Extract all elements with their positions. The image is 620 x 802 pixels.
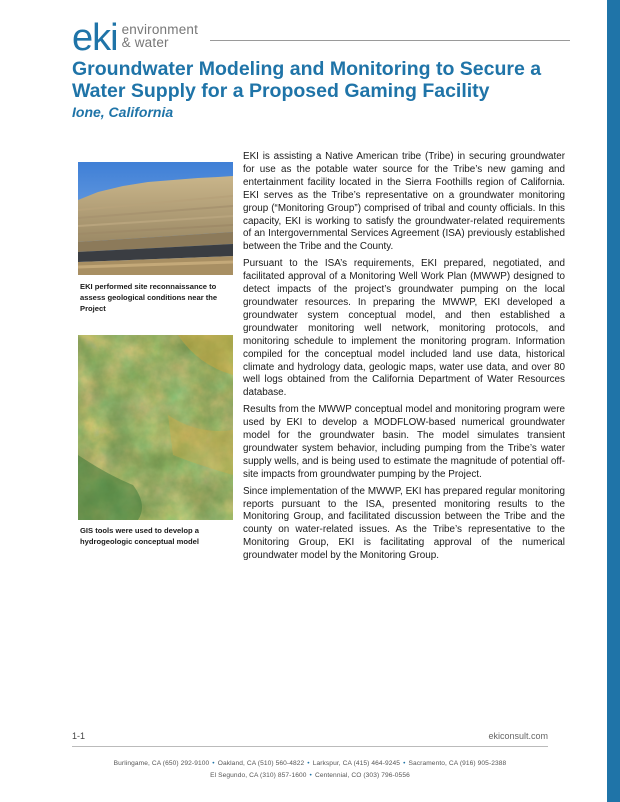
office-separator: • [307,760,310,767]
page-subtitle: Ione, California [72,104,174,120]
page-title: Groundwater Modeling and Monitoring to Secure a Water Supply for a Proposed Gaming Facility [72,58,542,102]
office-burlingame: Burlingame, CA (650) 292-9100 [113,760,210,767]
office-separator: • [309,772,312,779]
gis-map-image [78,335,233,520]
office-separator: • [403,760,406,767]
website-link[interactable]: ekiconsult.com [488,731,548,741]
office-list-line-1 [72,760,548,767]
paragraph-intro: EKI is assisting a Native American tribe (Tribe) in securing groundwater for use as the potable water source for the Tribe’s new gaming and entertainment facility located in the Sierra Foothills region of California. EKI serves as the Tribe’s representative on a groundwater monitoring group (“Monitoring Group”) comprised of tribal and county officials. In this capacity, EKI is working to satisfy the groundwater-related requirements of an Intergovernmental Services Agreement (ISA) previously established between the Tribe and the County. [243,151,565,253]
office-separator: • [212,760,215,767]
project-description [243,151,565,567]
paragraph-model: Results from the MWWP conceptual model and monitoring program were used by EKI to develop a MODFLOW-based numerical groundwater model for the groundwater basin. The model simulates transient groundwater system behavior, including pumping from the Tribe’s water supply wells, and is being used to estimate the magnitude of potential off-site impacts from groundwater pumping by the Project. [243,404,565,480]
office-oakland: Oakland, CA (510) 560-4822 [217,760,305,767]
gis-elevation-map [78,335,233,520]
office-centennial: Centennial, CO (303) 796-0556 [314,772,410,779]
site-reconnaissance-photo [78,162,233,275]
gis-caption: GIS tools were used to develop a hydrogeologic conceptual model [80,526,199,546]
logo-line-1: environment [121,22,199,37]
site-photo-image [78,162,233,275]
office-sacramento: Sacramento, CA (916) 905-2388 [408,760,507,767]
logo-mark: eki [72,17,118,59]
office-el-segundo: El Segundo, CA (310) 857-1600 [210,772,307,779]
header-rule [210,40,570,41]
office-list-line-2 [72,772,548,779]
logo-wordmark [122,23,199,49]
photo-caption: EKI performed site reconnaissance to assess geological conditions near the Project [80,282,218,313]
paragraph-implementation: Since implementation of the MWWP, EKI has prepared regular monitoring reports pursuant to the ISA, presented monitoring results to the Monitoring Group, and facilitated discussion between the Tribe and the county on water-related issues. As the Tribe’s representative to the Monitoring Group, EKI is facilitating approval of the numerical groundwater model by the Monitoring Group. [243,485,565,562]
footer-rule [72,746,548,747]
page-number: 1-1 [72,731,86,741]
office-larkspur: Larkspur, CA (415) 464-9245 [312,760,401,767]
side-accent-bar [607,0,620,802]
eki-logo [72,17,199,59]
logo-line-2: & water [121,35,169,50]
paragraph-mwwp: Pursuant to the ISA’s requirements, EKI prepared, negotiated, and facilitated approval of a Monitoring Well Work Plan (MWWP) designed to detect impacts of the project’s groundwater pumping on the local groundwater resources. In preparing the MWWP, EKI developed a groundwater system conceptual model, and then established a groundwater monitoring well network, monitoring protocols, and monitoring schedule to implement the monitoring program. Information compiled for the conceptual model included land use data, historical climate and hydrology data, geologic maps, water use data, and over 80 well logs obtained from the California Department of Water Resources database. [243,258,565,399]
